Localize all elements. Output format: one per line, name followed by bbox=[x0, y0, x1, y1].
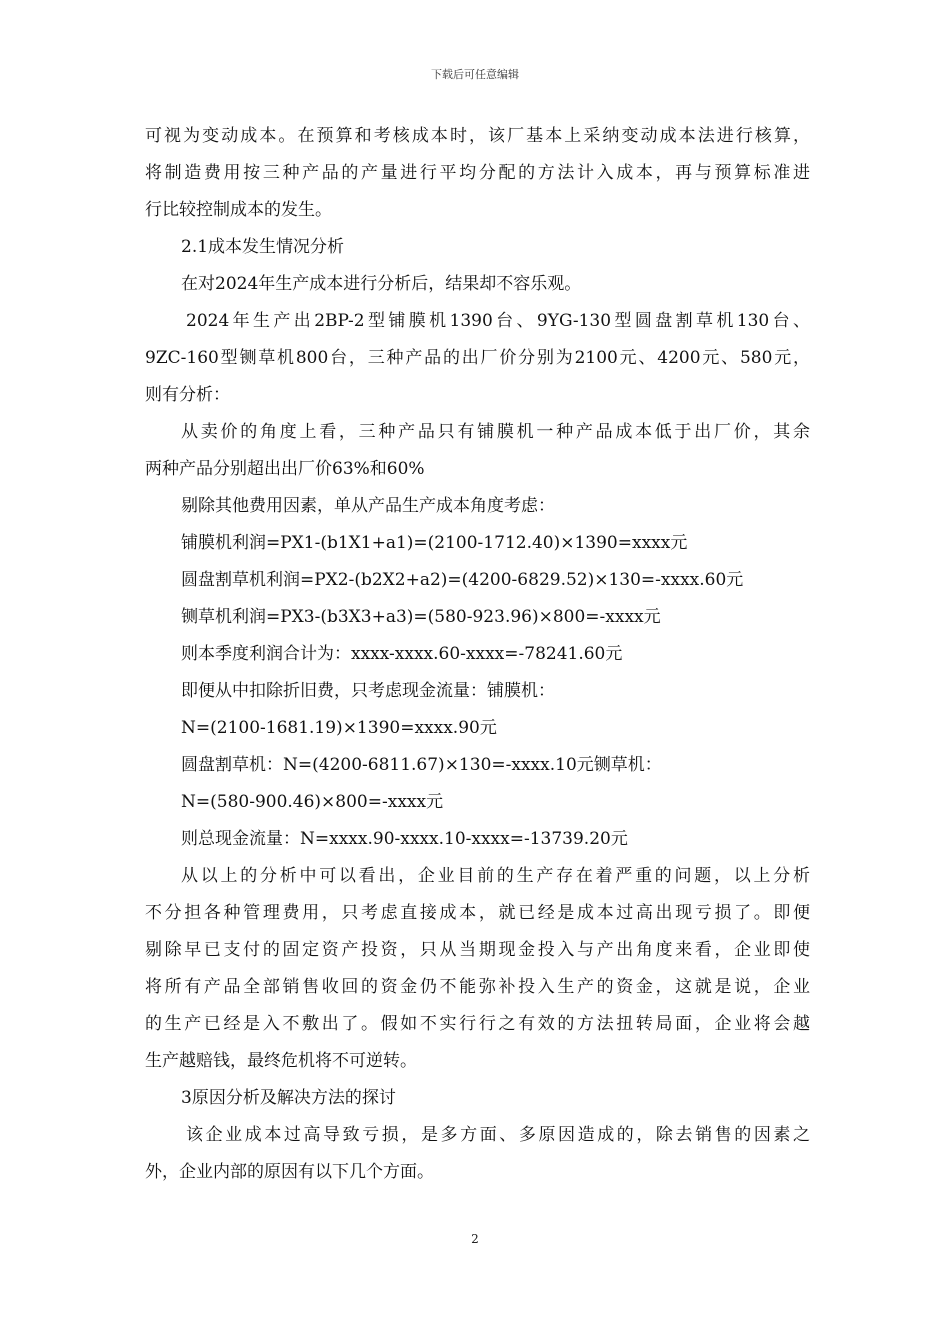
paragraph-line: 从以上的分析中可以看出，企业目前的生产存在着严重的问题，以上分析 bbox=[181, 866, 810, 886]
paragraph-line: 则有分析： bbox=[145, 385, 230, 405]
paragraph-line: 不分担各种管理费用，只考虑直接成本，就已经是成本过高出现亏损了。即便 bbox=[145, 903, 810, 923]
document-body bbox=[145, 118, 810, 1191]
paragraph-line: 将所有产品全部销售收回的资金仍不能弥补投入生产的资金，这就是说，企业 bbox=[145, 977, 810, 997]
formula-line: 则本季度利润合计为：xxxx-xxxx.60-xxxx=-78241.60元 bbox=[181, 644, 623, 664]
formula-line: 则总现金流量：N=xxxx.90-xxxx.10-xxxx=-13739.20元 bbox=[181, 829, 628, 849]
formula-line: N=(2100-1681.19)×1390=xxxx.90元 bbox=[181, 718, 497, 738]
paragraph-line: 可视为变动成本。在预算和考核成本时，该厂基本上采纳变动成本法进行核算， bbox=[145, 126, 810, 146]
formula-line: 圆盘割草机：N=(4200-6811.67)×130=-xxxx.10元铡草机： bbox=[181, 755, 662, 775]
page-header-note: 下载后可任意编辑 bbox=[431, 68, 519, 81]
paragraph-line: 两种产品分别超出出厂价63%和60% bbox=[145, 459, 425, 479]
formula-line: 铺膜机利润=PX1-(b1X1+a1)=(2100-1712.40)×1390=xxxx元 bbox=[181, 533, 688, 553]
paragraph-line: 剔除其他费用因素，单从产品生产成本角度考虑： bbox=[181, 496, 555, 516]
section-heading: 2.1成本发生情况分析 bbox=[181, 237, 345, 257]
paragraph-line: 剔除早已支付的固定资产投资，只从当期现金投入与产出角度来看，企业即使 bbox=[145, 940, 810, 960]
paragraph-line: 该企业成本过高导致亏损，是多方面、多原因造成的，除去销售的因素之 bbox=[186, 1125, 810, 1145]
formula-line: 圆盘割草机利润=PX2-(b2X2+a2)=(4200-6829.52)×130=-xxxx.60元 bbox=[181, 570, 744, 590]
paragraph-line: 从卖价的角度上看，三种产品只有铺膜机一种产品成本低于出厂价，其余 bbox=[181, 422, 810, 442]
paragraph-line: 将制造费用按三种产品的产量进行平均分配的方法计入成本，再与预算标准进 bbox=[145, 163, 810, 183]
paragraph-line: 2024年生产出2BP-2型铺膜机1390台、9YG-130型圆盘割草机130台、 bbox=[186, 311, 810, 331]
formula-line: N=(580-900.46)×800=-xxxx元 bbox=[181, 792, 444, 812]
paragraph-line: 行比较控制成本的发生。 bbox=[145, 200, 332, 220]
page-number: 2 bbox=[471, 1232, 479, 1246]
paragraph-line: 在对2024年生产成本进行分析后，结果却不容乐观。 bbox=[181, 274, 582, 294]
paragraph-line: 生产越赔钱，最终危机将不可逆转。 bbox=[145, 1051, 417, 1071]
paragraph-line: 的生产已经是入不敷出了。假如不实行行之有效的方法扭转局面，企业将会越 bbox=[145, 1014, 810, 1034]
paragraph-line: 9ZC-160型铡草机800台，三种产品的出厂价分别为2100元、4200元、580元， bbox=[145, 348, 810, 368]
section-heading: 3原因分析及解决方法的探讨 bbox=[181, 1088, 396, 1108]
paragraph-line: 外，企业内部的原因有以下几个方面。 bbox=[145, 1162, 434, 1182]
formula-line: 铡草机利润=PX3-(b3X3+a3)=(580-923.96)×800=-xxxx元 bbox=[181, 607, 661, 627]
paragraph-line: 即便从中扣除折旧费，只考虑现金流量：铺膜机： bbox=[181, 681, 555, 701]
